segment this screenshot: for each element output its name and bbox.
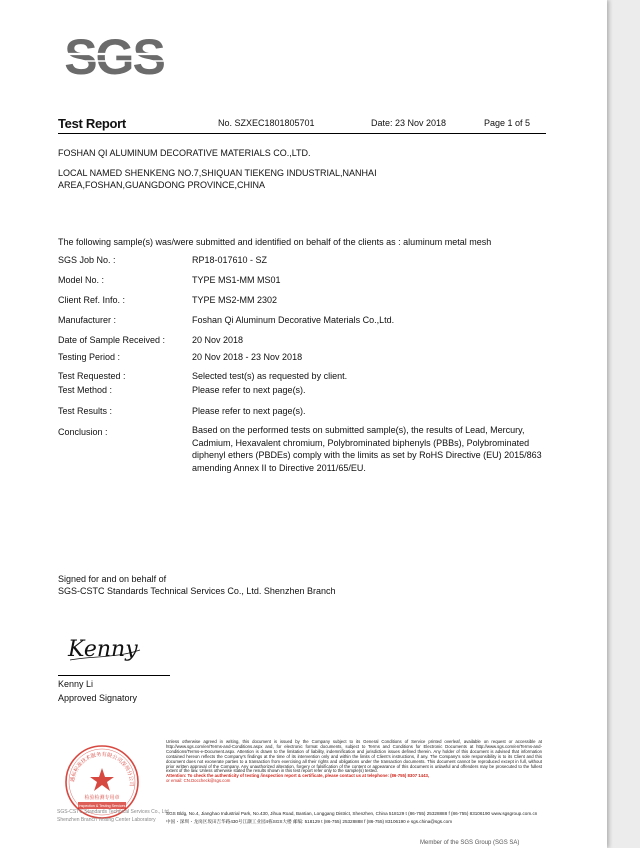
field-label: Client Ref. Info. : xyxy=(58,295,126,305)
field-value: Foshan Qi Aluminum Decorative Materials Co.,Ltd. xyxy=(192,315,395,325)
field-value: TYPE MS1-MM MS01 xyxy=(192,275,281,285)
field-label: Testing Period : xyxy=(58,352,121,362)
applicant-name: FOSHAN QI ALUMINUM DECORATIVE MATERIALS CO.,LTD. xyxy=(58,148,311,158)
svg-text:Inspection & Testing Services: Inspection & Testing Services xyxy=(78,804,126,809)
applicant-address-line1: LOCAL NAMED SHENKENG NO.7,SHIQUAN TIEKENG INDUSTRIAL,NANHAI xyxy=(58,168,377,178)
field-value: Please refer to next page(s). xyxy=(192,406,306,416)
field-label: Date of Sample Received : xyxy=(58,335,166,345)
handwritten-signature xyxy=(62,626,152,668)
field-label: Model No. : xyxy=(58,275,105,285)
page-number: Page 1 of 5 xyxy=(484,118,531,128)
conclusion-text: Based on the performed tests on submitted sample(s), the results of Lead, Mercury, Cadmium, Hexavalent chromium, Polybrominated biphenyls (PBBs), Polybrominated diphenyl ethers (PBDEs) comply with the limits as set by RoHS Directive (EU) 2015/863 amending Annex II to Directive 2011/65/EU. xyxy=(192,425,542,473)
field-label: Manufacturer : xyxy=(58,315,117,325)
signed-on-behalf: Signed for and on behalf of xyxy=(58,574,167,584)
signatory-title: Approved Signatory xyxy=(58,693,138,703)
svg-text:Kenny: Kenny xyxy=(68,637,138,662)
svg-text:通标标准技术服务有限公司深圳分公司: 通标标准技术服务有限公司深圳分公司 xyxy=(69,751,135,787)
field-label: SGS Job No. : xyxy=(58,255,116,265)
signatory-name: Kenny Li xyxy=(58,679,94,689)
svg-text:检验检测专用章: 检验检测专用章 xyxy=(84,795,120,801)
report-date: Date: 23 Nov 2018 xyxy=(371,118,447,128)
signature-line xyxy=(58,675,170,676)
footer-lab: Shenzhen Branch Testing Center Laboratory xyxy=(57,817,156,823)
field-value: 20 Nov 2018 xyxy=(192,335,244,345)
footer-company: SGS-CSTC Standards Technical Services Co., Ltd. xyxy=(57,809,171,815)
field-value: TYPE MS2-MM 2302 xyxy=(192,295,278,305)
authenticity-email: or email: CN.Doccheck@sgs.com xyxy=(166,778,231,784)
legal-disclaimer xyxy=(166,740,542,784)
field-label: Test Requested : xyxy=(58,371,126,381)
field-value: Selected test(s) as requested by client. xyxy=(192,371,348,381)
report-title: Test Report xyxy=(58,116,126,131)
report-number: No. SZXEC1801805701 xyxy=(218,118,315,128)
applicant-address-line2: AREA,FOSHAN,GUANGDONG PROVINCE,CHINA xyxy=(58,180,266,190)
authenticity-notice: Attention: To check the authenticity of testing /inspection report & certificate, please contact us at telephone: (86-755) 8307 1443, xyxy=(166,773,430,779)
sgs-logo-text: SGS xyxy=(64,30,164,85)
star-icon xyxy=(90,768,114,791)
signing-company: SGS-CSTC Standards Technical Services Co., Ltd. Shenzhen Branch xyxy=(58,586,336,596)
disclaimer-body: Unless otherwise agreed in writing, this document is issued by the Company subject to its General Conditions of Service printed overleaf, available on request or accessible at http://www.sgs.com/en/Terms-and-Conditions.aspx and, for electronic format documents, subject to Terms and Conditions for Electronic Documents at http://www.sgs.com/en/Terms-and-Conditions/Terms-e-Document.aspx. Attention is drawn to the limitation of liability, indemnification and jurisdiction issues defined therein. Any holder of this document is advised that information contained hereon reflects the Company's findings at the time of its intervention only and within the limits of Client's instructions, if any. The Company's sole responsibility is to its Client and this document does not exonerate parties to a transaction from exercising all their rights and obligations under the transaction documents. This document cannot be reproduced except in full, without prior written approval of the Company. Any unauthorized alteration, forgery or falsification of the content or appearance of this document is unlawful and offenders may be prosecuted to the fullest extent of the law. Unless otherwise stated the results shown in this test report refer only to the sample(s) tested. xyxy=(166,739,542,774)
address-chinese: 中国・深圳・龙岗区坂田吉华路430号江灏工业园4栋SGS大楼 邮编: 518129 t (86-755) 25328888 f (86-755) 83106190 e sgs.china@sgs.com xyxy=(166,819,453,824)
field-label: Test Method : xyxy=(58,385,113,395)
field-value: 20 Nov 2018 - 23 Nov 2018 xyxy=(192,352,303,362)
intro-statement: The following sample(s) was/were submitted and identified on behalf of the clients as : aluminum metal mesh xyxy=(58,237,492,247)
field-value: Please refer to next page(s). xyxy=(192,385,306,395)
field-label: Test Results : xyxy=(58,406,113,416)
header-divider xyxy=(58,133,546,134)
address-english: SGS Bldg, No.4, Jianghao Industrial Park, No.430, Jihua Road, Bantian, Longgang District, Shenzhen, China 518129 t (86-755) 25328888 f (86-755) 83106190 www.sgsgroup.com.cn xyxy=(166,811,538,816)
group-membership: Member of the SGS Group (SGS SA) xyxy=(420,840,520,846)
field-label: Conclusion : xyxy=(58,427,108,437)
sgs-logo xyxy=(56,30,172,86)
field-value: RP18-017610 - SZ xyxy=(192,255,268,265)
